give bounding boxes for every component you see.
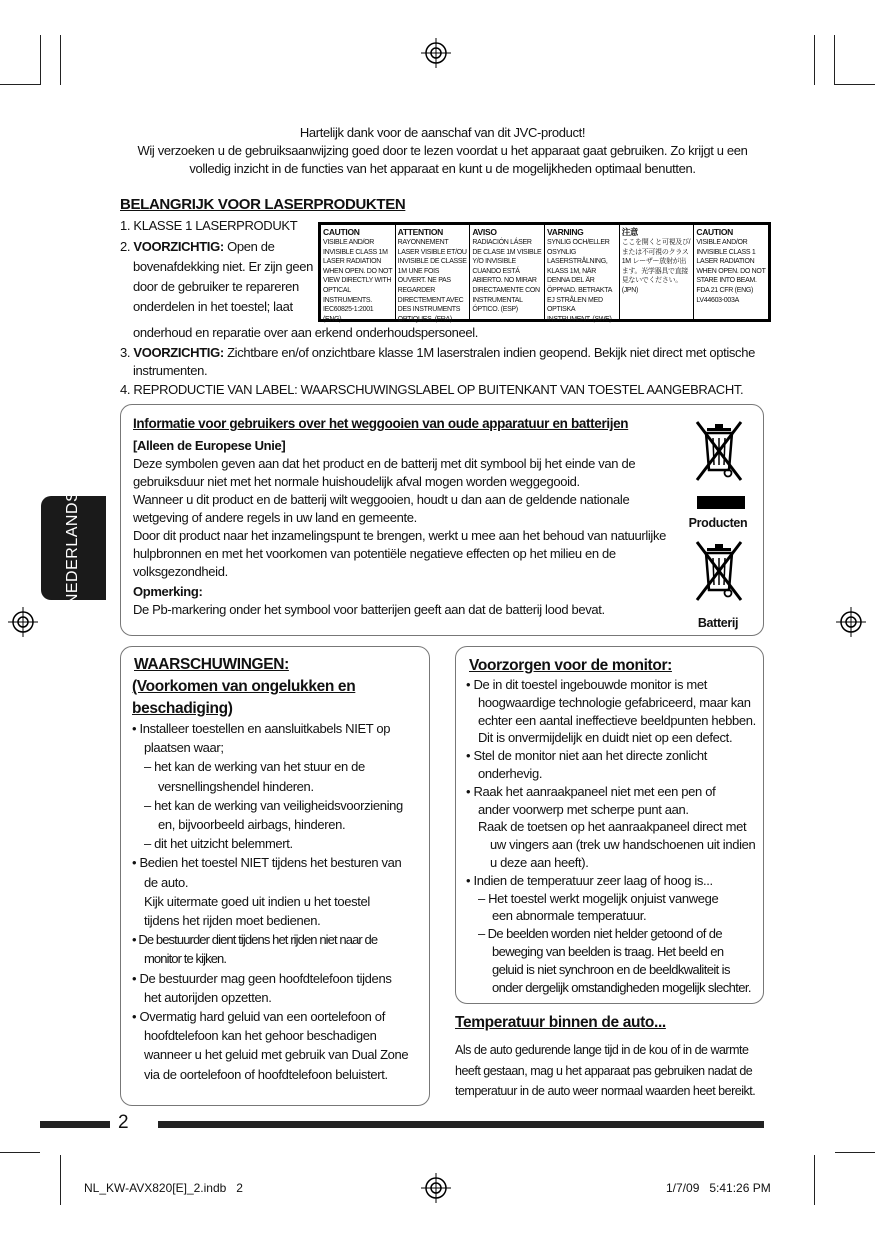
- crop-mark: [0, 84, 40, 85]
- crossed-bin-icon: [693, 418, 745, 488]
- laser-item-2: 2. VOORZICHTIG: Open de bovenafdekking niet. Er zijn geen door de gebruiker te repareren onderdelen in het toestel; laat: [120, 239, 313, 314]
- list-item: – dit het uitzicht belemmert.: [144, 836, 293, 852]
- crop-mark: [60, 35, 61, 85]
- label-col: 注意 ここを開くと可視及び/または不可視のクラス1M レーザー放射が出ます。光学器具で直接見ないでください。(JPN): [620, 225, 695, 319]
- page-number: 2: [118, 1112, 129, 1133]
- crossed-bin-battery-icon: [693, 538, 745, 608]
- products-label: Producten: [688, 516, 748, 530]
- list-item: • Overmatig hard geluid van een oortelefoon of hoofdtelefoon kan het gehoor beschadigen wanneer u het geluid met gebruik van Dual Zone via de oortelefoon of hoofdtelefoon beluistert.: [132, 1009, 409, 1082]
- list-item: – Het toestel werkt mogelijk onjuist vanwege een abnormale temperatuur.: [478, 890, 719, 924]
- crop-mark: [814, 35, 815, 85]
- crop-mark: [814, 1155, 815, 1205]
- intro-line: Hartelijk dank voor de aanschaf van dit JVC-product!: [299, 125, 586, 140]
- list-item: • Raak het aanraakpaneel niet met een pen of ander voorwerp met scherpe punt aan.: [466, 783, 716, 817]
- list-item: • De in dit toestel ingebouwde monitor is met hoogwaardige technologie gefabriceerd, maar kan echter een aantal ineffectieve beeldpunten hebben. Dit is onvermijdelijk en duidt niet op een defect.: [466, 677, 756, 746]
- label-col: AVISO RADIACIÓN LÁSER DE CLASE 1M VISIBLE Y/O INVISIBLE CUANDO ESTÁ ABIERTO. NO MIRAR DIRECTAMENTE CON INSTRUMENTAL ÓPTICO. (ESP): [470, 225, 545, 319]
- language-tab-label: NEDERLANDS: [64, 490, 82, 606]
- footer-datetime: 1/7/09 5:41:26 PM: [666, 1181, 771, 1195]
- list-item: – het kan de werking van het stuur en de versnellingshendel hinderen.: [144, 759, 365, 794]
- temperature-heading: Temperatuur binnen de auto...: [455, 1014, 666, 1031]
- registration-target-icon: [421, 1173, 451, 1203]
- crop-mark: [835, 1152, 875, 1153]
- crop-mark: [835, 84, 875, 85]
- footer-filename: NL_KW-AVX820[E]_2.indb 2: [84, 1181, 243, 1195]
- laser-heading: BELANGRIJK VOOR LASERPRODUKTEN: [120, 196, 406, 213]
- list-item: • Bedien het toestel NIET tijdens het besturen van de auto.: [132, 855, 402, 890]
- crop-mark: [60, 1155, 61, 1205]
- list-item: • De bestuurder mag geen hoofdtelefoon tijdens het autorijden opzetten.: [132, 970, 392, 1005]
- list-item: Kijk uitermate goed uit indien u het toestel tijdens het rijden moet bedienen.: [144, 893, 370, 929]
- label-col: CAUTION VISIBLE AND/OR INVISIBLE CLASS 1 LASER RADIATION WHEN OPEN. DO NOT STARE INTO BEAM. FDA 21 CFR (ENG) LV44603-003A: [696, 227, 766, 304]
- list-item: • De bestuurder dient tijdens het rijden niet naar de monitor te kijken.: [132, 932, 378, 967]
- battery-label: Batterij: [697, 616, 739, 630]
- laser-item-2-cont: onderhoud en reparatie over aan erkend onderhoudspersoneel.: [133, 325, 479, 340]
- monitor-list: [466, 676, 758, 996]
- laser-item-3: 3. VOORZICHTIG: Zichtbare en/of onzichtbare klasse 1M laserstralen indien geopend. Bekijk niet direct met optische instrumenten.: [120, 345, 755, 378]
- intro-text: [110, 124, 775, 178]
- weee-bar: [697, 496, 745, 509]
- temperature-text: Als de auto gedurende lange tijd in de kou of in de warmte heeft gestaan, mag u het apparaat pas gebruiken nadat de temperatuur in de auto weer normaal waarden heet bereikt.: [455, 1043, 756, 1098]
- crop-mark: [0, 1152, 40, 1153]
- page-bar-left: [40, 1121, 110, 1128]
- registration-target-icon: [421, 38, 451, 68]
- monitor-heading: Voorzorgen voor de monitor:: [469, 657, 672, 674]
- page-bar-right: [158, 1121, 764, 1128]
- intro-line: volledig inzicht in de functies van het apparaat en kunt u de mogelijkheden optimaal benutten.: [189, 161, 696, 176]
- laser-warning-label: [318, 222, 771, 322]
- registration-target-icon: [836, 607, 866, 637]
- warnings-heading: WAARSCHUWINGEN: (Voorkomen van ongelukken en beschadiging): [132, 656, 356, 717]
- crop-mark: [40, 35, 41, 85]
- list-item: – De beelden worden niet helder getoond of de beweging van beelden is traag. Het beeld en geluid is niet synchroon en de beeldkwaliteit is onder dergelijk omstandigheden mogelijk slechter.: [478, 926, 751, 995]
- list-item: Raak de toetsen op het aanraakpaneel direct met uw vingers aan (trek uw handschoenen uit indien u deze aan heeft).: [478, 819, 756, 870]
- laser-item-1: 1. KLASSE 1 LASERPRODUKT: [120, 218, 298, 233]
- label-col: CAUTION VISIBLE AND/OR INVISIBLE CLASS 1M LASER RADIATION WHEN OPEN. DO NOT VIEW DIRECTLY WITH OPTICAL INSTRUMENTS. IEC60825-1:2001 (ENG): [321, 225, 396, 319]
- crop-mark: [834, 35, 835, 85]
- label-col: ATTENTION RAYONNEMENT LASER VISIBLE ET/OU INVISIBLE DE CLASSE 1M UNE FOIS OUVERT. NE PAS REGARDER DIRECTEMENT AVEC DES INSTRUMENTS OPTIQUES. (FRA): [396, 225, 471, 319]
- registration-target-icon: [8, 607, 38, 637]
- warnings-list: [132, 719, 422, 1084]
- list-item: • Stel de monitor niet aan het directe zonlicht onderhevig.: [466, 748, 708, 781]
- label-col: VARNING SYNLIG OCH/ELLER OSYNLIG LASERSTRÅLNING, KLASS 1M, NÄR DENNA DEL ÄR ÖPPNAD. BETRAKTA EJ STRÅLEN MED OPTISKA INSTRUMENT. (SWE): [545, 225, 620, 319]
- intro-line: Wij verzoeken u de gebruiksaanwijzing goed door te lezen voordat u het apparaat gaat gebruiken. Zo krijgt u een: [137, 143, 748, 158]
- disposal-text: [Alleen de Europese Unie] Deze symbolen geven aan dat het product en de batterij met dit symbool bij het einde van de gebruiksduur niet met het normale huishoudelijk afval mogen worden weggegooid. Wanneer u dit product en de batterij wilt weggooien, houdt u dan aan de geldende nationale wetgeving of andere regels in uw land en gemeente. Door dit product naar het inzamelingspunt te brengen, werkt u mee aan het behoud van natuurlijke hulpbronnen en met het voorkomen van potentiële negatieve effecten op het milieu en de volksgezondheid. Opmerking: De Pb-markering onder het symbool voor batterijen geeft aan dat de batterij lood bevat.: [133, 438, 666, 617]
- laser-item-4: 4. REPRODUCTIE VAN LABEL: WAARSCHUWINGSLABEL OP BUITENKANT VAN TOESTEL AANGEBRACHT.: [120, 382, 744, 397]
- list-item: • Installeer toestellen en aansluitkabels NIET op plaatsen waar;: [132, 721, 391, 756]
- list-item: • Indien de temperatuur zeer laag of hoog is...: [466, 872, 713, 888]
- disposal-heading: Informatie voor gebruikers over het weggooien van oude apparatuur en batterijen: [133, 416, 629, 431]
- list-item: – het kan de werking van veiligheidsvoorziening en, bijvoorbeeld airbags, hinderen.: [144, 797, 403, 833]
